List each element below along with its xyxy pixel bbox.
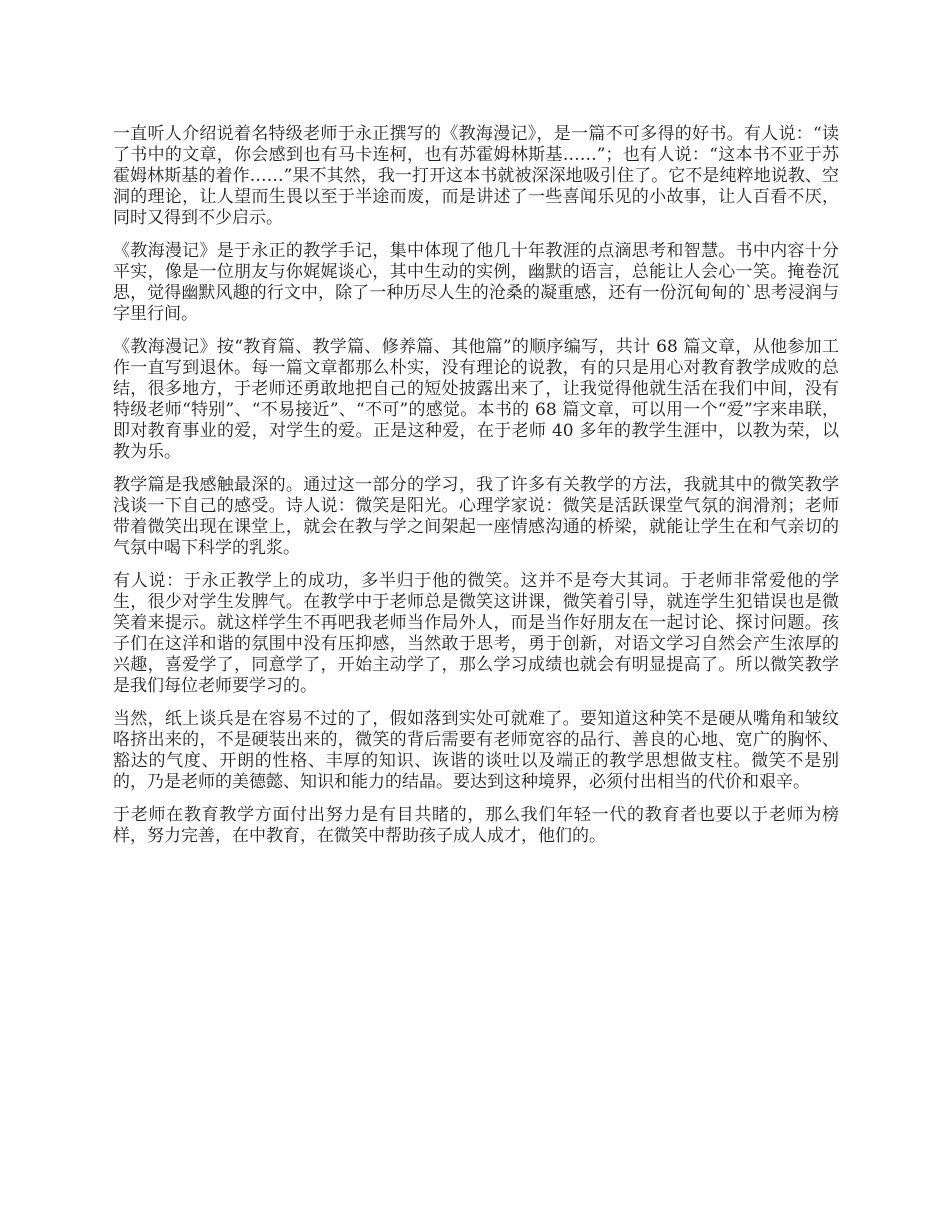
paragraph-2: 《教海漫记》是于永正的教学手记，集中体现了他几十年教涯的点滴思考和智慧。书中内容十分平实，像是一位朋友与你娓娓谈心，其中生动的实例，幽默的语言，总能让人会心一笑。掩卷沉思，觉得幽默风趣的行文中，除了一种历尽人生的沧桑的凝重感，还有一份沉甸甸的`思考浸润与字里行间。 <box>113 241 839 324</box>
paragraph-3: 《教海漫记》按“教育篇、教学篇、修养篇、其他篇”的顺序编写，共计 68 篇文章，从他参加工作一直写到退休。每一篇文章都那么朴实，没有理论的说教，有的只是用心对教育教学成败的总结，很多地方，于老师还勇敢地把自己的短处披露出来了，让我觉得他就生活在我们中间，没有特级老师“特别”、“不易接近”、“不可”的感觉。本书的 68 篇文章，可以用一个“爱”字来串联，即对教育事业的爱，对学生的爱。正是这种爱，在于老师 40 多年的教学生涯中，以教为荣，以教为乐。 <box>113 337 839 462</box>
paragraph-6: 当然，纸上谈兵是在容易不过的了，假如落到实处可就难了。要知道这种笑不是硬从嘴角和皱纹咯挤出来的，不是硬装出来的，微笑的背后需要有老师宽容的品行、善良的心地、宽广的胸怀、豁达的气度、开朗的性格、丰厚的知识、诙谐的谈吐以及端正的教学思想做支柱。微笑不是别的，乃是老师的美德懿、知识和能力的结晶。要达到这种境界，必须付出相当的代价和艰辛。 <box>113 709 839 792</box>
paragraph-5: 有人说：于永正教学上的成功，多半归于他的微笑。这并不是夸大其词。于老师非常爱他的学生，很少对学生发脾气。在教学中于老师总是微笑这讲课，微笑着引导，就连学生犯错误也是微笑着来提示。就这样学生不再吧我老师当作局外人，而是当作好朋友在一起讨论、探讨问题。孩子们在这洋和谐的氛围中没有压抑感，当然敢于思考，勇于创新，对语文学习自然会产生浓厚的兴趣，喜爱学了，同意学了，开始主动学了，那么学习成绩也就会有明显提高了。所以微笑教学是我们每位老师要学习的。 <box>113 571 839 696</box>
paragraph-1: 一直听人介绍说着名特级老师于永正撰写的《教海漫记》，是一篇不可多得的好书。有人说：“读了书中的文章，你会感到也有马卡连柯，也有苏霍姆林斯基……”；也有人说：“这本书不亚于苏霍姆林斯基的着作……”果不其然，我一打开这本书就被深深地吸引住了。它不是纯粹地说教、空洞的理论，让人望而生畏以至于半途而废，而是讲述了一些喜闻乐见的小故事，让人百看不厌，同时又得到不少启示。 <box>113 124 839 228</box>
paragraph-4: 教学篇是我感触最深的。通过这一部分的学习，我了许多有关教学的方法，我就其中的微笑教学浅谈一下自己的感受。诗人说：微笑是阳光。心理学家说：微笑是活跃课堂气氛的润滑剂；老师带着微笑出现在课堂上，就会在教与学之间架起一座情感沟通的桥梁，就能让学生在和气亲切的气氛中喝下科学的乳浆。 <box>113 475 839 558</box>
document-body <box>113 124 839 859</box>
paragraph-7: 于老师在教育教学方面付出努力是有目共睹的，那么我们年轻一代的教育者也要以于老师为榜样，努力完善，在中教育，在微笑中帮助孩子成人成才，他们的。 <box>113 805 839 846</box>
